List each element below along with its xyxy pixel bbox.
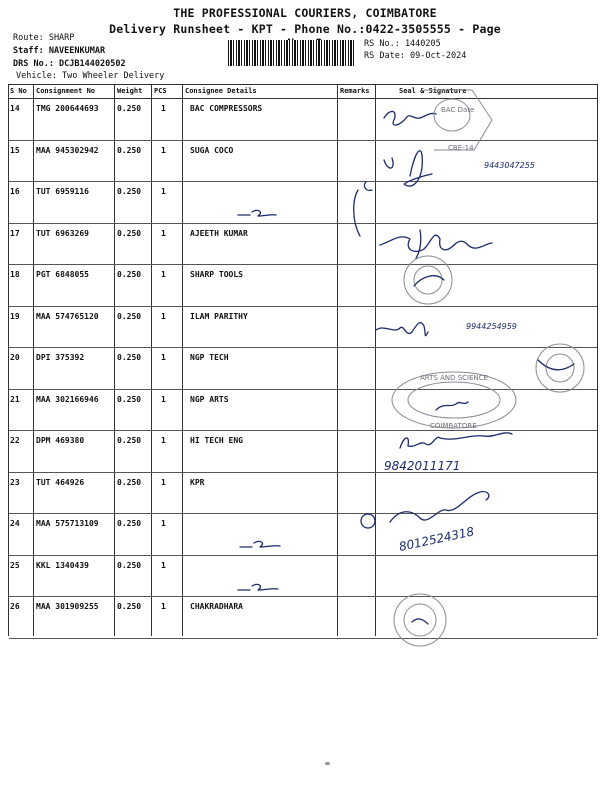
cell-weight: 0.250	[117, 519, 142, 528]
cell-weight: 0.250	[117, 353, 142, 362]
cell-pcs: 1	[161, 477, 166, 487]
cell-consignment: TUT 464926	[36, 477, 85, 487]
cell-weight: 0.250	[117, 104, 142, 113]
table-row	[9, 555, 597, 598]
col-consignee: Consignee Details	[185, 87, 257, 95]
phone-row22: 9842011171	[384, 459, 461, 473]
col-pcs: PCS	[154, 87, 167, 95]
cell-sno: 20	[10, 353, 20, 362]
table-header	[9, 84, 597, 99]
cell-weight: 0.250	[117, 436, 142, 445]
cell-consignment: KKL 1340439	[36, 560, 89, 570]
table-row	[9, 347, 597, 390]
table-row	[9, 472, 597, 515]
cell-weight: 0.250	[117, 270, 142, 279]
phone-row24: 8012524318	[397, 524, 476, 554]
cell-pcs: 1	[161, 145, 166, 155]
cell-sno: 18	[10, 270, 20, 279]
cell-pcs: 1	[161, 311, 166, 321]
cell-pcs: 1	[161, 519, 166, 528]
cell-consignee: ILAM PARITHY	[190, 311, 248, 321]
staff-label: Staff: NAVEENKUMAR	[13, 46, 106, 56]
cell-sno: 17	[10, 228, 20, 238]
drs-label: DRS No.: DCJB144020502	[13, 59, 126, 69]
cell-consignee: HI TECH ENG	[190, 436, 243, 445]
table-row	[9, 181, 597, 224]
cell-consignee: BAC COMPRESSORS	[190, 104, 263, 113]
col-weight: Weight	[117, 87, 143, 95]
cell-pcs: 1	[161, 353, 166, 362]
table-row	[9, 98, 597, 141]
cell-consignee: CHAKRADHARA	[190, 602, 243, 611]
cell-consignee: NGP TECH	[190, 353, 229, 362]
cell-weight: 0.250	[117, 228, 142, 238]
cell-sno: 19	[10, 311, 20, 321]
cell-weight: 0.250	[117, 477, 142, 487]
cell-consignment: DPM 469380	[36, 436, 85, 445]
runsheet-table	[8, 84, 598, 636]
col-remarks: Remarks	[340, 87, 370, 95]
cell-consignment: TUT 6959116	[36, 187, 89, 196]
phone-row15: 9443047255	[484, 161, 535, 170]
scan-mark	[325, 762, 330, 765]
cell-consignment: MAA 302166946	[36, 394, 99, 404]
vehicle-label: Vehicle: Two Wheeler Delivery	[16, 71, 165, 81]
cell-consignee: AJEETH KUMAR	[190, 228, 248, 238]
cell-sno: 22	[10, 436, 20, 445]
table-row	[9, 140, 597, 183]
stamp-cbe-text: CBE-14	[448, 144, 474, 152]
table-row	[9, 306, 597, 349]
cell-weight: 0.250	[117, 602, 142, 611]
col-consignment: Consignment No	[36, 87, 96, 95]
table-row	[9, 389, 597, 432]
cell-consignment: TUT 6963269	[36, 228, 89, 238]
cell-pcs: 1	[161, 270, 166, 279]
cell-pcs: 1	[161, 104, 166, 113]
table-row	[9, 596, 597, 639]
phone-row19: 9944254959	[466, 322, 517, 331]
company-title: THE PROFESSIONAL COURIERS, COIMBATORE	[173, 6, 437, 20]
table-row	[9, 223, 597, 266]
cell-consignment: MAA 945302942	[36, 145, 99, 155]
cell-sno: 15	[10, 145, 20, 155]
cell-sno: 25	[10, 560, 20, 570]
cell-consignment: TMG 200644693	[36, 104, 99, 113]
cell-weight: 0.250	[117, 394, 142, 404]
cell-pcs: 1	[161, 228, 166, 238]
cell-weight: 0.250	[117, 145, 142, 155]
cell-sno: 21	[10, 394, 20, 404]
cell-consignee: SUGA COCO	[190, 145, 234, 155]
cell-sno: 23	[10, 477, 20, 487]
stamp-bac-text: BAC Date	[441, 106, 475, 114]
stamp-coimbatore-text: COIMBATORE	[430, 422, 477, 430]
cell-consignment: MAA 574765120	[36, 311, 99, 321]
stamp-arts-text: ARTS AND SCIENCE	[420, 374, 489, 382]
cell-pcs: 1	[161, 394, 166, 404]
cell-weight: 0.250	[117, 311, 142, 321]
table-row	[9, 430, 597, 473]
cell-consignee: NGP ARTS	[190, 394, 229, 404]
cell-weight: 0.250	[117, 187, 142, 196]
table-row	[9, 513, 597, 556]
cell-sno: 14	[10, 104, 20, 113]
cell-pcs: 1	[161, 436, 166, 445]
cell-sno: 26	[10, 602, 20, 611]
cell-sno: 16	[10, 187, 20, 196]
col-sno: S No	[10, 87, 27, 95]
cell-consignee: SHARP TOOLS	[190, 270, 243, 279]
cell-pcs: 1	[161, 560, 166, 570]
cell-consignment: DPI 375392	[36, 353, 85, 362]
col-seal: Seal & Signature	[399, 87, 467, 95]
cell-consignment: MAA 301909255	[36, 602, 99, 611]
cell-pcs: 1	[161, 602, 166, 611]
cell-consignment: PGT 6848055	[36, 270, 89, 279]
cell-pcs: 1	[161, 187, 166, 196]
cell-sno: 24	[10, 519, 20, 528]
route-label: Route: SHARP	[13, 33, 75, 43]
cell-weight: 0.250	[117, 560, 142, 570]
rs-date: RS Date: 09-Oct-2024	[364, 51, 467, 61]
table-row	[9, 264, 597, 307]
barcode	[228, 40, 356, 66]
rs-number: RS No.: 1440205	[364, 39, 441, 49]
cell-consignment: MAA 575713109	[36, 519, 99, 528]
cell-consignee: KPR	[190, 477, 205, 487]
runsheet-title: Delivery Runsheet - KPT - Phone No.:0422-3505555 - Page	[109, 22, 501, 36]
